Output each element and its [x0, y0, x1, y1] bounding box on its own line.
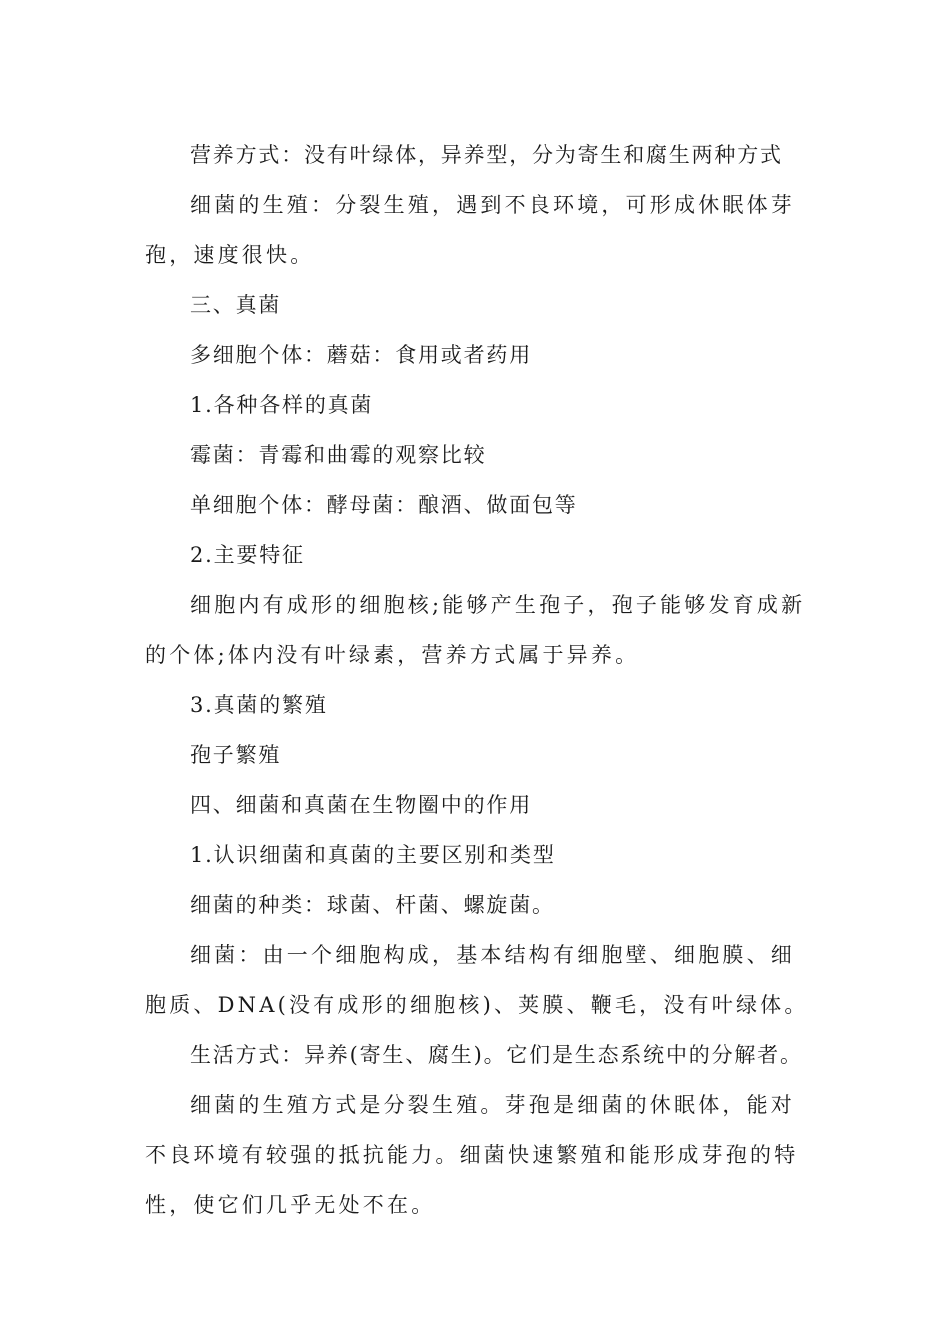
paragraph-nutrition-mode: 营养方式：没有叶绿体，异养型，分为寄生和腐生两种方式	[190, 143, 783, 167]
paragraph-molds: 霉菌：青霉和曲霉的观察比较	[190, 443, 487, 467]
paragraph-multicellular-fungi: 多细胞个体：蘑菇：食用或者药用	[190, 343, 532, 367]
paragraph-spore-reproduction: 孢子繁殖	[190, 743, 282, 767]
paragraph-bacteria-reproduction-spores: 细菌的生殖方式是分裂生殖。芽孢是细菌的休眠体，能对不良环境有较强的抵抗能力。细菌快速繁殖和能形成芽孢的特性，使它们几乎无处不在。	[145, 1093, 799, 1217]
document-page	[145, 130, 810, 1230]
subheading-fungi-reproduction: 3.真菌的繁殖	[190, 693, 328, 717]
subheading-differences-types: 1.认识细菌和真菌的主要区别和类型	[190, 843, 556, 867]
subheading-main-features: 2.主要特征	[190, 543, 305, 567]
paragraph-life-mode: 生活方式：异养(寄生、腐生)。它们是生态系统中的分解者。	[190, 1043, 803, 1067]
heading-role-in-biosphere: 四、细菌和真菌在生物圈中的作用	[190, 793, 532, 817]
subheading-fungi-variety: 1.各种各样的真菌	[190, 393, 374, 417]
paragraph-unicellular-fungi: 单细胞个体：酵母菌：酿酒、做面包等	[190, 493, 578, 517]
paragraph-bacteria-types: 细菌的种类：球菌、杆菌、螺旋菌。	[190, 893, 555, 917]
heading-fungi: 三、真菌	[190, 293, 282, 317]
paragraph-fungi-features: 细胞内有成形的细胞核;能够产生孢子，孢子能够发育成新的个体;体内没有叶绿素，营养方式属于异养。	[145, 593, 806, 667]
paragraph-bacteria-structure: 细菌：由一个细胞构成，基本结构有细胞壁、细胞膜、细胞质、DNA(没有成形的细胞核)、荚膜、鞭毛，没有叶绿体。	[145, 943, 809, 1017]
paragraph-bacteria-reproduction: 细菌的生殖：分裂生殖，遇到不良环境，可形成休眠体芽孢，速度很快。	[145, 193, 795, 267]
